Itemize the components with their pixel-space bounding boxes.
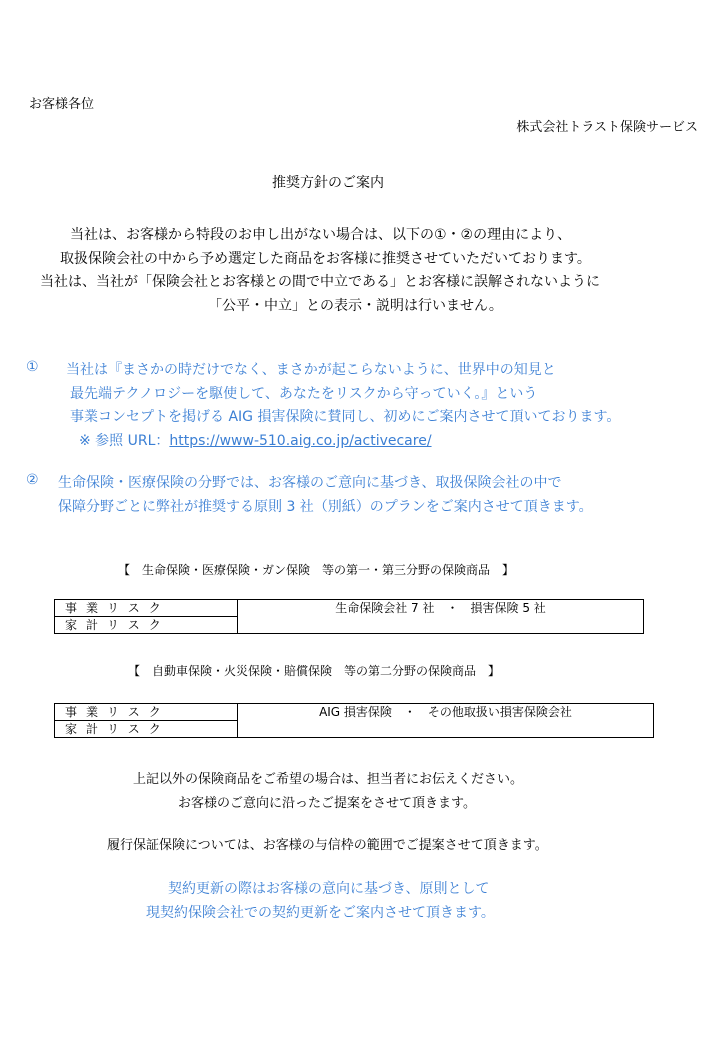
note-line: 上記以外の保険商品をご希望の場合は、担当者にお伝えください。 (133, 772, 524, 787)
reason1-line: 当社は『まさかの時だけでなく、まさかが起こらないように、世界中の知見と (66, 362, 556, 378)
reference (79, 430, 432, 450)
addressee: お客様各位 (29, 97, 95, 112)
table-row (55, 704, 654, 721)
table-row (55, 600, 644, 617)
section2-heading: 【 自動車保険・火災保険・賠償保険 等の第二分野の保険商品 】 (128, 664, 501, 678)
section2-table (54, 703, 654, 738)
reason1-line: 事業コンセプトを掲げる AIG 損害保険に賛同し、初めにご案内させて頂いております。 (70, 409, 621, 425)
section1-heading: 【 生命保険・医療保険・ガン保険 等の第一・第三分野の保険商品 】 (118, 563, 515, 577)
row-label-household: 家計リスク (55, 617, 238, 634)
reason1-line: 最先端テクノロジーを駆使して、あなたをリスクから守っていく。』という (70, 386, 538, 402)
bond-note: 履行保証保険については、お客様の与信枠の範囲でご提案させて頂きます。 (107, 838, 548, 853)
reason1-marker: ① (26, 359, 39, 375)
renewal-line: 現契約保険会社での契約更新をご案内させて頂きます。 (146, 905, 495, 921)
intro-line: 「公平・中立」との表示・説明は行いません。 (208, 298, 503, 314)
row-label-business: 事業リスク (55, 704, 238, 721)
reason2-line: 保障分野ごとに弊社が推奨する原則 3 社（別紙）のプランをご案内させて頂きます。 (58, 499, 593, 515)
note-line: お客様のご意向に沿ったご提案をさせて頂きます。 (178, 796, 476, 811)
section1-table (54, 599, 644, 634)
page-title: 推奨方針のご案内 (272, 175, 384, 191)
intro-line: 当社は、お客様から特段のお申し出がない場合は、以下の①・②の理由により、 (70, 227, 572, 243)
section2-value: AIG 損害保険 ・ その他取扱い損害保険会社 (238, 704, 654, 738)
reference-prefix: ※ 参照 URL： (79, 433, 170, 449)
row-label-household: 家計リスク (55, 721, 238, 738)
intro-line: 取扱保険会社の中から予め選定した商品をお客様に推奨させていただいております。 (60, 251, 591, 267)
intro-line: 当社は、当社が「保険会社とお客様との間で中立である」とお客様に誤解されないように (40, 274, 600, 290)
row-label-business: 事業リスク (55, 600, 238, 617)
reason2-line: 生命保険・医療保険の分野では、お客様のご意向に基づき、取扱保険会社の中で (58, 475, 562, 491)
reason2-marker: ② (26, 472, 39, 488)
reference-link[interactable]: https://www-510.aig.co.jp/activecare/ (169, 433, 432, 449)
renewal-line: 契約更新の際はお客様の意向に基づき、原則として (168, 881, 490, 897)
section1-value: 生命保険会社 7 社 ・ 損害保険 5 社 (238, 600, 644, 634)
company-name: 株式会社トラスト保険サービス (516, 120, 698, 135)
